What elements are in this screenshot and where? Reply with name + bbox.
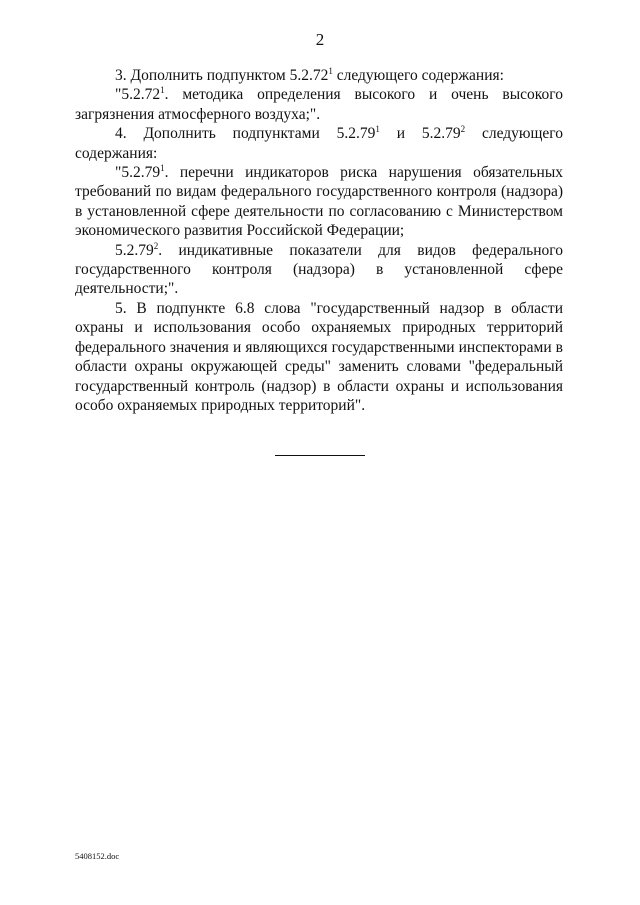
end-separator-line: [275, 455, 365, 456]
paragraph-text: 5. В подпункте 6.8 слова "государственный надзор в области охраны и использования особо охраняемых природных территорий федерального значения и являющихся государственными инспекторами в области охраны окружающей среды" заменить словами "федеральный государственный контроль (надзор) в области охраны и использования особо охраняемых природных территорий".: [75, 299, 563, 414]
paragraph-text: . методика определения высокого и очень высокого загрязнения атмосферного воздуха;".: [75, 86, 563, 123]
page-number: 2: [315, 30, 325, 49]
paragraph-subitem-5-2-72-1: [75, 85, 563, 124]
paragraph-text: 5.2.79: [115, 241, 154, 259]
footer-file-code: 5408152.doc: [75, 851, 120, 861]
paragraph-item-4: [75, 124, 563, 163]
superscript: 1: [160, 85, 165, 96]
superscript: 1: [375, 124, 380, 135]
paragraph-subitem-5-2-79-1: [75, 163, 563, 241]
paragraph-text: "5.2.72: [115, 86, 161, 104]
paragraph-item-3: [75, 66, 563, 85]
superscript: 1: [328, 65, 333, 76]
document-body: [75, 66, 563, 415]
superscript: 2: [153, 240, 159, 251]
paragraph-text: 4. Дополнить подпунктами 5.2.79: [115, 125, 376, 143]
paragraph-text: 3. Дополнить подпунктом 5.2.72: [115, 67, 329, 84]
paragraph-item-5: [75, 299, 563, 415]
paragraph-text: следующего содержания:: [75, 125, 564, 162]
paragraph-text: "5.2.79: [115, 164, 161, 182]
superscript: 1: [160, 162, 165, 173]
superscript: 2: [460, 124, 466, 135]
paragraph-text: следующего содержания:: [332, 67, 504, 84]
paragraph-text: . индикативные показатели для видов федерального государственного контроля (надзора) в установленной сфере деятельности;".: [75, 241, 563, 298]
paragraph-text: и 5.2.79: [379, 125, 461, 143]
paragraph-text: . перечни индикаторов риска нарушения обязательных требований по видам федерального государственного контроля (надзора) в установленной сфере деятельности по согласованию с Министерством экономического развития Российской Федерации;: [75, 164, 563, 240]
paragraph-subitem-5-2-79-2: [75, 241, 563, 299]
